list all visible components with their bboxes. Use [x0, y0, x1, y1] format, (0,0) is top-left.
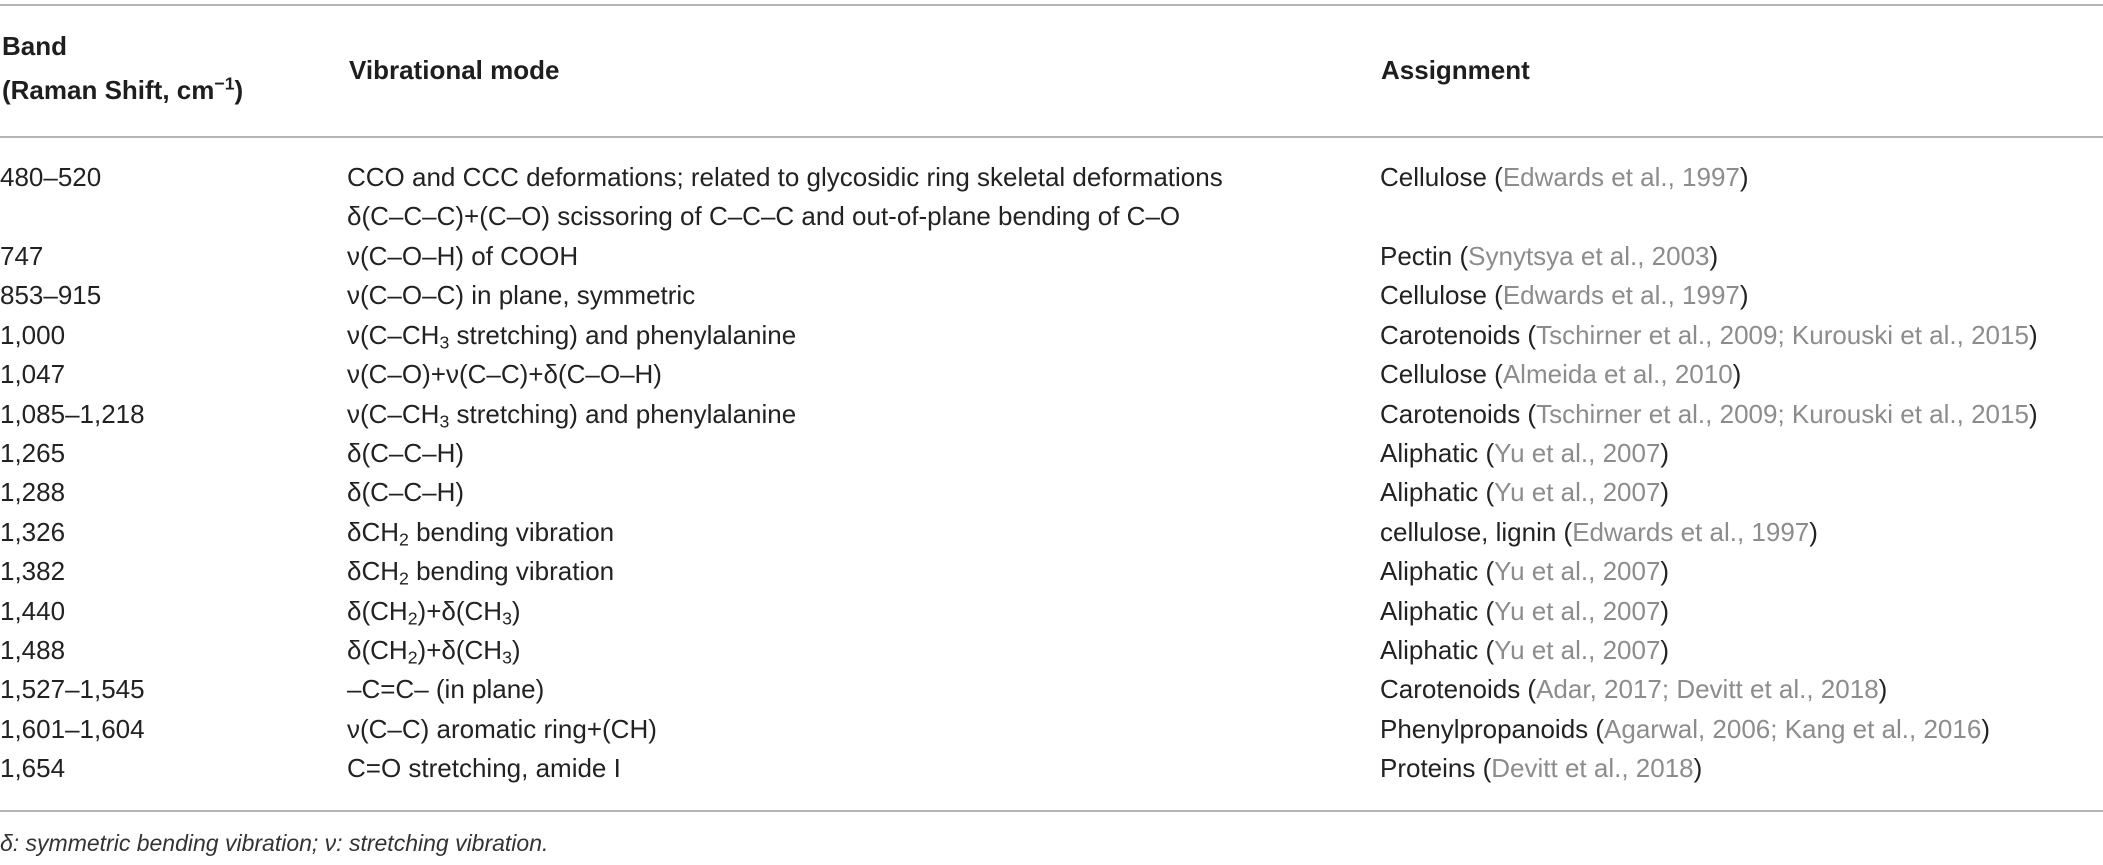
assignment-text: Aliphatic	[1380, 595, 1479, 626]
mode-text: )	[511, 595, 521, 626]
assignment-text: cellulose, lignin	[1380, 516, 1557, 547]
citation-link[interactable]: Edwards et al., 1997	[1502, 162, 1740, 192]
mode-line	[347, 158, 1223, 197]
cell-vibrational-mode	[347, 158, 1223, 237]
cell-vibrational-mode	[347, 473, 464, 512]
mode-line	[347, 513, 614, 552]
table-row	[0, 237, 2103, 276]
mode-line	[347, 592, 521, 631]
subscript: 3	[502, 607, 512, 628]
paren-open: (	[1478, 556, 1495, 587]
mode-line	[347, 710, 657, 749]
cell-band: 1,000	[0, 319, 66, 350]
paren-open: (	[1478, 634, 1495, 665]
paren-close: )	[1709, 241, 1719, 271]
mode-line	[347, 473, 464, 512]
cell-band: 747	[0, 241, 44, 271]
paren-close: )	[2028, 398, 2038, 429]
cell-band: 480–520	[0, 162, 102, 192]
table-row	[0, 355, 2103, 394]
mode-text: )	[511, 634, 521, 665]
cell-assignment	[1380, 552, 1669, 591]
subscript: 3	[439, 332, 450, 353]
assignment-text: Proteins	[1380, 753, 1476, 784]
citation-link[interactable]: Edwards et al., 1997	[1502, 280, 1740, 311]
paren-close: )	[1660, 595, 1670, 626]
citation-link[interactable]: Tschirner et al., 2009; Kurouski et al., 2015	[1536, 398, 2029, 429]
paren-open: (	[1520, 674, 1537, 705]
mode-text: stretching) and phenylalanine	[449, 398, 797, 429]
cell-band: 1,654	[0, 753, 66, 784]
mode-text: bending vibration	[408, 516, 615, 547]
assignment-text: Aliphatic	[1380, 477, 1479, 508]
cell-assignment	[1380, 749, 1702, 788]
cell-vibrational-mode	[347, 434, 464, 473]
assignment-text: Carotenoids	[1380, 319, 1521, 350]
subscript: 3	[502, 647, 512, 668]
paren-close: )	[1660, 556, 1670, 587]
paren-close: )	[1732, 359, 1742, 390]
paren-close: )	[1660, 634, 1670, 665]
subscript: 2	[407, 647, 418, 668]
top-rule	[0, 4, 2103, 6]
mode-text: δCH	[347, 516, 400, 547]
table-row	[0, 513, 2103, 552]
subscript: 2	[399, 529, 409, 550]
cell-band: 1,288	[0, 477, 66, 508]
paren-open: (	[1486, 280, 1503, 311]
assignment-text: Aliphatic	[1380, 634, 1479, 665]
mode-text: ν(C–CH	[347, 398, 440, 429]
cell-band: 1,440	[0, 595, 66, 626]
table-row	[0, 592, 2103, 631]
table-row	[0, 276, 2103, 315]
cell-band: 1,488	[0, 634, 66, 665]
mode-text: δ(C–C–H)	[347, 477, 465, 508]
citation-link[interactable]: Yu et al., 2007	[1494, 595, 1661, 626]
subscript: 3	[439, 410, 450, 431]
mode-text: stretching) and phenylalanine	[449, 319, 797, 350]
paren-close: )	[1739, 162, 1749, 192]
cell-band: 1,265	[0, 437, 66, 468]
cell-vibrational-mode	[347, 749, 621, 788]
mode-line	[347, 670, 544, 709]
mode-line	[347, 395, 796, 434]
mode-text: )+δ(CH	[417, 634, 503, 665]
table-row	[0, 473, 2103, 512]
cell-vibrational-mode	[347, 395, 796, 434]
table-row	[0, 749, 2103, 788]
paren-open: (	[1588, 713, 1605, 744]
paren-open: (	[1478, 595, 1495, 626]
header-band-line2: (Raman Shift, $cm^{-1}$)	[2, 73, 244, 105]
cell-assignment	[1380, 670, 1887, 709]
cell-assignment	[1380, 473, 1669, 512]
mode-text: ν(C–C) aromatic ring+(CH)	[347, 713, 657, 744]
paren-open: (	[1475, 753, 1492, 784]
citation-link[interactable]: Agarwal, 2006; Kang et al., 2016	[1604, 713, 1982, 744]
header-band-line1: Band	[2, 31, 67, 61]
paren-close: )	[1739, 280, 1749, 311]
cell-assignment	[1380, 276, 1749, 315]
citation-link[interactable]: Yu et al., 2007	[1494, 634, 1661, 665]
paren-open: (	[1452, 241, 1469, 271]
citation-link[interactable]: Edwards et al., 1997	[1572, 516, 1810, 547]
paren-open: (	[1478, 437, 1495, 468]
cell-vibrational-mode	[347, 237, 578, 276]
header-band	[2, 24, 243, 112]
mode-line	[347, 197, 1223, 236]
mode-text: C=O stretching, amide I	[347, 753, 621, 784]
cell-band: 1,382	[0, 556, 66, 587]
mode-text: CCO and CCC deformations; related to glycosidic ring skeletal deformations	[347, 162, 1223, 192]
footnote: δ: symmetric bending vibration; ν: stretching vibration.	[0, 830, 549, 856]
assignment-text: Phenylpropanoids	[1380, 713, 1589, 744]
paren-close: )	[1660, 437, 1670, 468]
cell-assignment	[1380, 631, 1669, 670]
subscript: 2	[399, 568, 409, 589]
table-row	[0, 434, 2103, 473]
paren-close: )	[1693, 753, 1703, 784]
header-vibrational-mode: Vibrational mode	[349, 55, 560, 85]
mode-text: δ(CH	[347, 595, 408, 626]
mode-text: )+δ(CH	[417, 595, 503, 626]
mode-line	[347, 276, 695, 315]
table-body	[0, 158, 2103, 788]
cell-vibrational-mode	[347, 592, 521, 631]
citation-link[interactable]: Adar, 2017; Devitt et al., 2018	[1536, 674, 1879, 705]
cell-band: 1,601–1,604	[0, 713, 145, 744]
cell-assignment	[1380, 395, 2038, 434]
table-row	[0, 552, 2103, 591]
mode-text: ν(C–O)+ν(C–C)+δ(C–O–H)	[347, 359, 662, 390]
cell-vibrational-mode	[347, 276, 695, 315]
table-row	[0, 631, 2103, 670]
paren-close: )	[1660, 477, 1670, 508]
mode-line	[347, 749, 621, 788]
citation-link[interactable]: Yu et al., 2007	[1494, 556, 1661, 587]
cell-vibrational-mode	[347, 355, 662, 394]
cell-band: 1,047	[0, 359, 66, 390]
header-rule	[0, 136, 2103, 138]
cell-band: 1,085–1,218	[0, 398, 145, 429]
cell-assignment	[1380, 592, 1669, 631]
cell-band: 1,527–1,545	[0, 674, 145, 705]
mode-text: δ(C–C–H)	[347, 437, 465, 468]
table-row	[0, 395, 2103, 434]
cell-vibrational-mode	[347, 631, 521, 670]
citation-link[interactable]: Synytsya et al., 2003	[1468, 241, 1710, 271]
table-row	[0, 316, 2103, 355]
mode-text: δCH	[347, 556, 400, 587]
table-row	[0, 710, 2103, 749]
cell-vibrational-mode	[347, 316, 796, 355]
citation-link[interactable]: Almeida et al., 2010	[1502, 359, 1733, 390]
cell-vibrational-mode	[347, 552, 614, 591]
mode-line	[347, 237, 578, 276]
cell-assignment	[1380, 710, 1990, 749]
mode-line	[347, 631, 521, 670]
mode-line	[347, 355, 662, 394]
paren-open: (	[1520, 319, 1537, 350]
cell-assignment	[1380, 237, 1718, 276]
assignment-text: Cellulose	[1380, 162, 1487, 192]
cell-assignment	[1380, 355, 1741, 394]
header-assignment: Assignment	[1381, 55, 1530, 85]
paren-open: (	[1520, 398, 1537, 429]
citation-link[interactable]: Yu et al., 2007	[1494, 437, 1661, 468]
mode-text: δ(C–C–C)+(C–O) scissoring of C–C–C and out-of-plane bending of C–O	[347, 201, 1181, 232]
bottom-rule	[0, 810, 2103, 812]
paren-close: )	[1878, 674, 1888, 705]
mode-text: ν(C–CH	[347, 319, 440, 350]
cell-assignment	[1380, 158, 1749, 197]
assignment-text: Cellulose	[1380, 280, 1487, 311]
cell-vibrational-mode	[347, 513, 614, 552]
mode-text: ν(C–O–C) in plane, symmetric	[347, 280, 696, 311]
cell-assignment	[1380, 513, 1818, 552]
cell-assignment	[1380, 434, 1669, 473]
assignment-text: Cellulose	[1380, 359, 1487, 390]
subscript: 2	[407, 607, 418, 628]
citation-link[interactable]: Yu et al., 2007	[1494, 477, 1661, 508]
mode-line	[347, 552, 614, 591]
mode-line	[347, 434, 464, 473]
cell-band: 853–915	[0, 280, 102, 311]
table-row	[0, 670, 2103, 709]
paren-open: (	[1486, 359, 1503, 390]
assignment-text: Aliphatic	[1380, 437, 1479, 468]
assignment-text: Aliphatic	[1380, 556, 1479, 587]
mode-text: bending vibration	[408, 556, 615, 587]
mode-text: ν(C–O–H) of COOH	[347, 241, 579, 271]
mode-text: δ(CH	[347, 634, 408, 665]
cell-assignment	[1380, 316, 2038, 355]
mode-text: –C=C– (in plane)	[347, 674, 545, 705]
citation-link[interactable]: Devitt et al., 2018	[1491, 753, 1694, 784]
assignment-text: Pectin	[1380, 241, 1453, 271]
citation-link[interactable]: Tschirner et al., 2009; Kurouski et al., 2015	[1536, 319, 2029, 350]
paren-close: )	[1809, 516, 1818, 547]
mode-line	[347, 316, 796, 355]
table-row	[0, 158, 2103, 237]
cell-band: 1,326	[0, 516, 66, 547]
cell-vibrational-mode	[347, 670, 544, 709]
paren-close: )	[2028, 319, 2038, 350]
paren-close: )	[1981, 713, 1990, 744]
paren-open: (	[1556, 516, 1573, 547]
paren-open: (	[1486, 162, 1503, 192]
paren-open: (	[1478, 477, 1495, 508]
cell-vibrational-mode	[347, 710, 657, 749]
assignment-text: Carotenoids	[1380, 398, 1521, 429]
assignment-text: Carotenoids	[1380, 674, 1521, 705]
